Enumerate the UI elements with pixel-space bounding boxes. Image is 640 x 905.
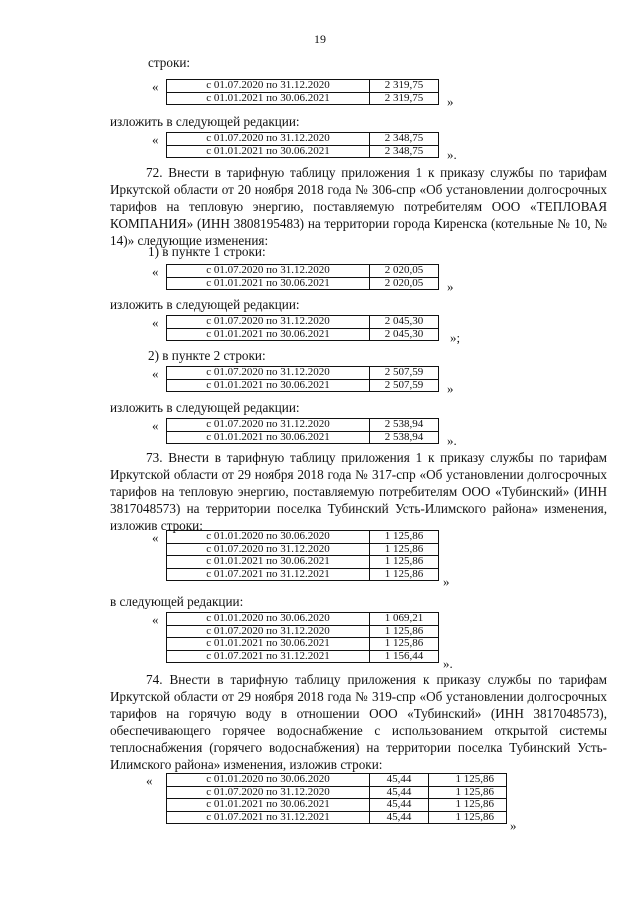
- period-cell: с 01.01.2021 по 30.06.2021: [167, 145, 370, 158]
- table-row: [167, 265, 439, 278]
- tariff-value-cell: 1 125,86: [429, 774, 507, 787]
- period-cell: с 01.01.2021 по 30.06.2021: [167, 556, 370, 569]
- close-quote: »: [443, 574, 450, 589]
- text-line: 1) в пункте 1 строки:: [148, 244, 266, 259]
- tariff-table: [166, 79, 439, 105]
- tariff-value-cell: 2 507,59: [370, 379, 439, 392]
- tariff-value-cell: 1 125,86: [429, 811, 507, 824]
- tariff-value-cell: 1 156,44: [370, 650, 439, 663]
- table-row: [167, 419, 439, 432]
- close-quote: »: [447, 94, 454, 109]
- tariff-table: [166, 612, 439, 663]
- tariff-value-cell: 1 125,86: [370, 543, 439, 556]
- table-row: [167, 613, 439, 626]
- page-number: 19: [314, 32, 326, 46]
- tariff-value-cell: 45,44: [370, 774, 429, 787]
- tariff-table: [166, 773, 507, 824]
- table-row: [167, 145, 439, 158]
- period-cell: с 01.07.2020 по 31.12.2020: [167, 786, 370, 799]
- tariff-value-cell: 2 045,30: [370, 316, 439, 329]
- period-cell: с 01.07.2020 по 31.12.2020: [167, 625, 370, 638]
- tariff-value-cell: 2 319,75: [370, 92, 439, 105]
- tariff-value-cell: 45,44: [370, 811, 429, 824]
- open-quote: «: [152, 264, 159, 279]
- period-cell: с 01.01.2021 по 30.06.2021: [167, 379, 370, 392]
- close-quote: »: [447, 279, 454, 294]
- open-quote: «: [152, 132, 159, 147]
- period-cell: с 01.01.2020 по 30.06.2020: [167, 531, 370, 544]
- text-line: изложить в следующей редакции:: [110, 400, 300, 415]
- period-cell: с 01.07.2020 по 31.12.2020: [167, 316, 370, 329]
- tariff-table: [166, 264, 439, 290]
- table-row: [167, 379, 439, 392]
- period-cell: с 01.01.2021 по 30.06.2021: [167, 92, 370, 105]
- paragraph-text: 73. Внести в тарифную таблицу приложения 1 к приказу службы по тарифам Иркутской области от 29 ноября 2018 года № 317-спр «Об установлении долгосрочных тарифов на тепловую энергию, поставляемую потребителям ООО «Тубинский» (ИНН 3817048573) на территории поселка Тубинский Усть-Илимского района» изменения, изложив строки:: [110, 450, 607, 534]
- tariff-value-cell: 1 125,86: [429, 799, 507, 812]
- table-row: [167, 650, 439, 663]
- text-line: строки:: [148, 55, 191, 70]
- tariff-table: [166, 366, 439, 392]
- tariff-value-cell: 2 348,75: [370, 133, 439, 146]
- close-quote: »: [447, 381, 454, 396]
- tariff-value-cell: 2 538,94: [370, 431, 439, 444]
- open-quote: «: [152, 366, 159, 381]
- close-quote: »: [510, 818, 517, 833]
- table-row: [167, 774, 507, 787]
- table-row: [167, 277, 439, 290]
- tariff-value-cell: 45,44: [370, 786, 429, 799]
- open-quote: «: [152, 315, 159, 330]
- tariff-value-cell: 1 125,86: [370, 625, 439, 638]
- text-line: изложить в следующей редакции:: [110, 297, 300, 312]
- tariff-value-cell: 2 319,75: [370, 80, 439, 93]
- period-cell: с 01.07.2021 по 31.12.2021: [167, 650, 370, 663]
- period-cell: с 01.07.2020 по 31.12.2020: [167, 367, 370, 380]
- close-quote: ».: [447, 147, 457, 162]
- open-quote: «: [152, 612, 159, 627]
- table-row: [167, 625, 439, 638]
- open-quote: «: [152, 530, 159, 545]
- tariff-table: [166, 315, 439, 341]
- text-line: изложить в следующей редакции:: [110, 114, 300, 129]
- period-cell: с 01.07.2020 по 31.12.2020: [167, 265, 370, 278]
- period-cell: с 01.07.2021 по 31.12.2021: [167, 811, 370, 824]
- table-row: [167, 638, 439, 651]
- tariff-table: [166, 418, 439, 444]
- tariff-value-cell: 2 507,59: [370, 367, 439, 380]
- table-row: [167, 133, 439, 146]
- table-row: [167, 811, 507, 824]
- period-cell: с 01.01.2021 по 30.06.2021: [167, 328, 370, 341]
- table-row: [167, 431, 439, 444]
- period-cell: с 01.01.2021 по 30.06.2021: [167, 431, 370, 444]
- tariff-value-cell: 45,44: [370, 799, 429, 812]
- tariff-value-cell: 1 125,86: [370, 568, 439, 581]
- paragraph-text: 72. Внести в тарифную таблицу приложения 1 к приказу службы по тарифам Иркутской области от 20 ноября 2018 года № 306-спр «Об установлении долгосрочных тарифов на тепловую энергию, поставляемую потребителям ООО «ТЕПЛОВАЯ КОМПАНИЯ» (ИНН 3808195483) на территории города Киренска (котельные № 10, № 14)» следующие изменения:: [110, 165, 607, 249]
- close-quote: »;: [450, 330, 461, 345]
- period-cell: с 01.01.2021 по 30.06.2021: [167, 277, 370, 290]
- table-row: [167, 556, 439, 569]
- table-row: [167, 92, 439, 105]
- tariff-value-cell: 1 069,21: [370, 613, 439, 626]
- tariff-value-cell: 2 020,05: [370, 265, 439, 278]
- table-row: [167, 786, 507, 799]
- open-quote: «: [152, 79, 159, 94]
- tariff-table: [166, 132, 439, 158]
- table-row: [167, 316, 439, 329]
- table-row: [167, 367, 439, 380]
- paragraph-72: [110, 164, 607, 249]
- tariff-value-cell: 2 348,75: [370, 145, 439, 158]
- tariff-value-cell: 1 125,86: [370, 556, 439, 569]
- period-cell: с 01.01.2020 по 30.06.2020: [167, 613, 370, 626]
- table-row: [167, 328, 439, 341]
- tariff-value-cell: 2 538,94: [370, 419, 439, 432]
- paragraph-73: [110, 449, 607, 534]
- period-cell: с 01.07.2020 по 31.12.2020: [167, 80, 370, 93]
- text-line: в следующей редакции:: [110, 594, 244, 609]
- period-cell: с 01.07.2020 по 31.12.2020: [167, 543, 370, 556]
- period-cell: с 01.07.2021 по 31.12.2021: [167, 568, 370, 581]
- tariff-value-cell: 1 125,86: [429, 786, 507, 799]
- period-cell: с 01.01.2020 по 30.06.2020: [167, 774, 370, 787]
- period-cell: с 01.07.2020 по 31.12.2020: [167, 419, 370, 432]
- tariff-value-cell: 2 045,30: [370, 328, 439, 341]
- paragraph-74: [110, 671, 607, 774]
- tariff-value-cell: 2 020,05: [370, 277, 439, 290]
- close-quote: ».: [447, 433, 457, 448]
- period-cell: с 01.01.2021 по 30.06.2021: [167, 799, 370, 812]
- table-row: [167, 799, 507, 812]
- table-row: [167, 80, 439, 93]
- table-row: [167, 531, 439, 544]
- table-row: [167, 543, 439, 556]
- period-cell: с 01.01.2021 по 30.06.2021: [167, 638, 370, 651]
- open-quote: «: [146, 773, 153, 788]
- open-quote: «: [152, 418, 159, 433]
- period-cell: с 01.07.2020 по 31.12.2020: [167, 133, 370, 146]
- close-quote: ».: [443, 656, 453, 671]
- table-row: [167, 568, 439, 581]
- tariff-value-cell: 1 125,86: [370, 531, 439, 544]
- tariff-table: [166, 530, 439, 581]
- paragraph-text: 74. Внести в тарифную таблицу приложения к приказу службы по тарифам Иркутской области от 29 ноября 2018 года № 319-спр «Об установлении долгосрочных тарифов на горячую воду в отношении ООО «Тубинский» (ИНН 3817048573), обеспечивающего горячее водоснабжение с использованием открытой системы теплоснабжения (горячего водоснабжения) на территории поселка Тубинский Усть-Илимского района» изменения, изложив строки:: [110, 672, 607, 773]
- text-line: 2) в пункте 2 строки:: [148, 348, 266, 363]
- tariff-value-cell: 1 125,86: [370, 638, 439, 651]
